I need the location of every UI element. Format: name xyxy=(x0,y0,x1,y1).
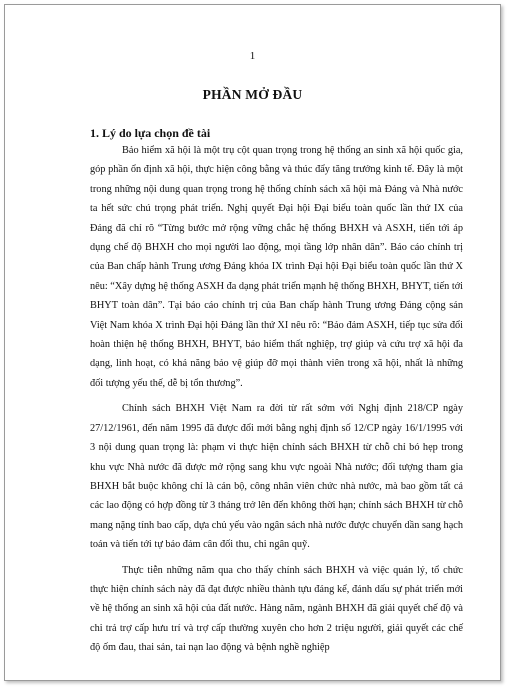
paragraph-3: Thực tiễn những năm qua cho thấy chính sách BHXH và việc quản lý, tổ chức thực hiện chính sách này đã đạt được nhiều thành tựu đáng kể, đánh dấu sự phát triển mới về hệ thống an sinh xã hội của đất nước. Hàng năm, ngành BHXH đã giải quyết chế độ và chi trả trợ cấp hưu trí và trợ cấp thường xuyên cho hơn 2 triệu người, giải quyết các chế độ ốm đau, thai sản, tai nạn lao động và bệnh nghề nghiệp xyxy=(90,564,463,654)
paragraph-2: Chính sách BHXH Việt Nam ra đời từ rất sớm với Nghị định 218/CP ngày 27/12/1961, đến năm 1995 đã được đổi mới bằng nghị định số 12/CP ngày 16/1/1995 với 3 nội dung quan trọng là: phạm vi thực hiện chính sách BHXH từ chỗ chỉ bó hẹp trong khu vực Nhà nước đã được mở rộng sang khu vực ngoài Nhà nước; đối tượng tham gia BHXH bắt buộc không chỉ là cán bộ, công nhân viên chức nhà nước, mà bao gồm tất cả các lao động có hợp đồng từ 3 tháng trở lên đến không thời hạn; chính sách BHXH từ chỗ mang nặng tính bao cấp, dựa chủ yếu vào ngân sách nhà nước được chuyển dần sang hạch toán và tiến tới tự bảo đảm cân đối thu, chi ngân quỹ. xyxy=(90,403,463,551)
paragraph-1: Bảo hiểm xã hội là một trụ cột quan trọng trong hệ thống an sinh xã hội quốc gia, góp phần ổn định xã hội, thực hiện công bằng và thúc đẩy tăng trưởng kinh tế. Đây là một trong những nội dung quan trọng trong hệ thống chính sách xã hội mà Đảng và Nhà nước ta hết sức chú trọng phát triển. Nghị quyết Đại hội Đại biểu toàn quốc lần thứ IX của Đảng đã chỉ rõ “Từng bước mở rộng vững chắc hệ thống BHXH và ASXH, tiến tới áp dụng chế độ BHXH cho mọi người lao động, mọi tầng lớp nhân dân”. Báo cáo chính trị của Ban chấp hành Trung ương Đảng khóa IX trình Đại hội Đại biểu toàn quốc lần thứ X nêu: “Xây dựng hệ thống ASXH đa dạng phát triển mạnh hệ thống BHXH, BHYT, tiến tới BHYT toàn dân”. Tại báo cáo chính trị của Ban chấp hành Trung ương Đảng cộng sản Việt Nam khóa X trình Đại hội Đảng lần thứ XI nêu rõ: “Bảo đảm ASXH, tiếp tục sửa đổi hoàn thiện hệ thống BHXH, BHYT, bảo hiểm thất nghiệp, trợ giúp và cứu trợ xã hội đa dạng, linh hoạt, có khả năng bảo vệ giúp đỡ mọi thành viên trong xã hội, nhất là những đối tượng yếu thế, dễ bị tổn thương”. xyxy=(90,145,463,389)
section-heading: 1. Lý do lựa chọn đề tài xyxy=(90,126,211,140)
body-text xyxy=(90,141,463,664)
page-number: 1 xyxy=(249,50,256,62)
chapter-title: PHẦN MỞ ĐẦU xyxy=(202,87,303,102)
document-page xyxy=(4,4,501,681)
